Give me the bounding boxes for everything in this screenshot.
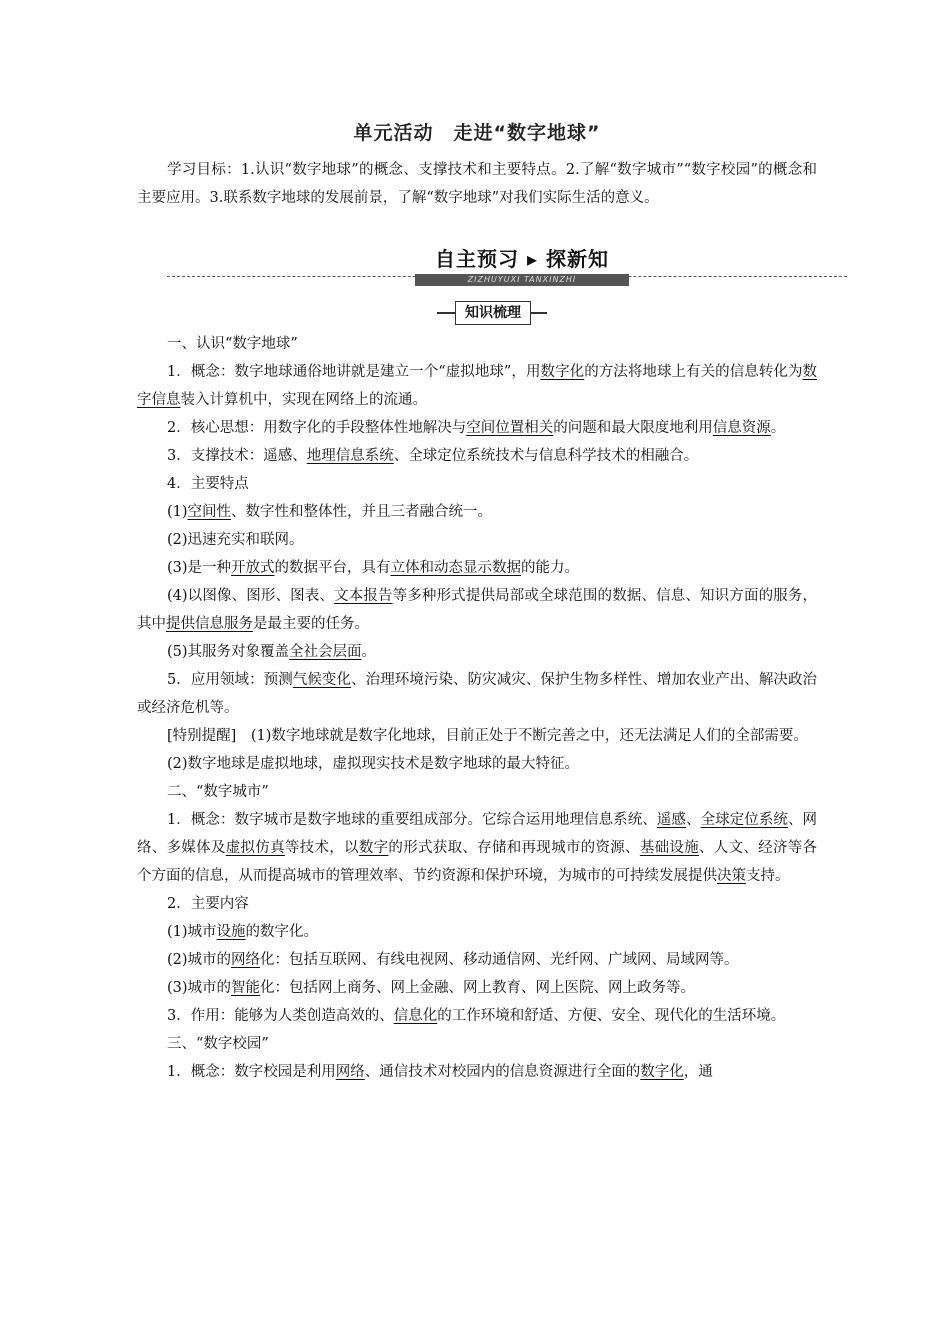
text-run: 、人文、经济等各个方面的信息，从而提高城市的管理效率、节约资源和保护环境，为城市的可持续发展提供 xyxy=(137,840,818,884)
underlined-term: 开放式 xyxy=(231,560,275,576)
underlined-term: 全社会层面 xyxy=(289,644,362,660)
underlined-term: 网络 xyxy=(231,952,261,968)
underlined-term: 数字信息 xyxy=(137,364,817,408)
text-run: 、全球定位系统技术与信息科学技术的相融合。 xyxy=(393,448,699,464)
paragraph xyxy=(137,1002,817,1030)
tag-label: 知识梳理 xyxy=(455,301,531,325)
text-run: 二、“数字城市” xyxy=(167,784,269,800)
text-run: 装入计算机中，实现在网络上的流通。 xyxy=(180,392,427,408)
underlined-term: 智能 xyxy=(231,980,261,996)
text-run: (1)城市 xyxy=(167,924,217,940)
text-run: 、 xyxy=(686,812,701,828)
text-run: (4)以图像、图形、图表、 xyxy=(167,588,335,604)
underlined-term: 全球定位系统 xyxy=(700,812,788,828)
text-run: 1．概念：数字校园是利用 xyxy=(167,1064,336,1080)
text-run: 等多种形式提供局部或全球范围的数据、信息、知识方面的服务，其中 xyxy=(137,588,817,632)
paragraph xyxy=(137,330,817,358)
paragraph xyxy=(137,526,817,554)
text-run: 三、“数字校园” xyxy=(167,1036,269,1052)
text-run: 3．支撑技术：遥感、 xyxy=(167,448,307,464)
text-run: (2)数字地球是虚拟地球，虚拟现实技术是数字地球的最大特征。 xyxy=(167,756,580,772)
text-run: 1．概念：数字地球通俗地讲就是建立一个“虚拟地球”，用 xyxy=(167,364,541,380)
paragraph xyxy=(137,946,817,974)
text-run: ，通 xyxy=(683,1064,713,1080)
underlined-term: 地理信息系统 xyxy=(306,448,394,464)
page-title: 单元活动 走进“数字地球” xyxy=(353,122,601,144)
text-run: (5)其服务对象覆盖 xyxy=(167,644,290,660)
text-run: 的能力。 xyxy=(521,560,580,576)
text-run: (2)迅速充实和联网。 xyxy=(167,532,304,548)
underlined-term: 文本报告 xyxy=(334,588,393,604)
text-run: 支持。 xyxy=(746,868,790,884)
text-run: [特别提醒] (1)数字地球就是数字化地球，目前正处于不断完善之中，还无法满足人们的全部需要。 xyxy=(167,728,808,744)
text-run: 一、认识“数字地球” xyxy=(167,336,298,352)
text-run: (3)是一种 xyxy=(167,560,232,576)
paragraph xyxy=(137,638,817,666)
section-banner xyxy=(167,244,847,284)
underlined-term: 空间位置相关 xyxy=(466,420,554,436)
paragraph xyxy=(137,722,817,750)
underlined-term: 网络 xyxy=(335,1064,365,1080)
text-run: 、数字性和整体性，并且三者融合统一。 xyxy=(231,504,493,520)
text-run: (1) xyxy=(167,504,188,520)
text-run: 。 xyxy=(770,420,786,436)
text-run: 的问题和最大限度地利用 xyxy=(553,420,713,436)
text-run: 、通信技术对校园内的信息资源进行全面的 xyxy=(364,1064,641,1080)
paragraph xyxy=(137,358,817,414)
text-run: 的工作环境和舒适、方便、安全、现代化的生活环境。 xyxy=(437,1008,786,1024)
paragraph xyxy=(137,1030,817,1058)
document-body xyxy=(137,330,817,1086)
underlined-term: 虚拟仿真 xyxy=(225,840,285,856)
text-run: 的数字化。 xyxy=(245,924,319,940)
underlined-term: 数字 xyxy=(358,840,389,856)
underlined-term: 设施 xyxy=(216,924,246,940)
text-run: 、网络、多媒体及 xyxy=(137,812,818,856)
underlined-term: 立体和动态显示数据 xyxy=(390,560,522,576)
text-run: 5．应用领域：预测 xyxy=(167,672,293,688)
underlined-term: 气候变化 xyxy=(292,672,352,688)
text-run: 的方法将地球上有关的信息转化为 xyxy=(584,364,803,380)
text-run: 。 xyxy=(361,644,377,660)
paragraph xyxy=(137,918,817,946)
paragraph xyxy=(137,442,817,470)
underlined-term: 信息资源 xyxy=(712,420,771,436)
paragraph xyxy=(137,750,817,778)
banner-title: 自主预习 ▸ 探新知 xyxy=(435,247,609,271)
underlined-term: 数字化 xyxy=(540,364,585,380)
text-run: 2．核心思想：用数字化的手段整体性地解决与 xyxy=(167,420,467,436)
underlined-term: 空间性 xyxy=(187,504,232,520)
underlined-term: 数字化 xyxy=(640,1064,684,1080)
text-run: 3．作用：能够为人类创造高效的、 xyxy=(167,1008,394,1024)
underlined-term: 决策 xyxy=(717,868,746,884)
text-run: 化：包括互联网、有线电视网、移动通信网、光纤网、广域网、局域网等。 xyxy=(260,952,739,968)
section-tag xyxy=(427,301,557,325)
underlined-term: 提供信息服务 xyxy=(166,616,253,632)
underlined-term: 基础设施 xyxy=(639,840,699,856)
text-run: 的数据平台，具有 xyxy=(274,560,391,576)
paragraph xyxy=(137,890,817,918)
paragraph xyxy=(137,974,817,1002)
text-run: 是最主要的任务。 xyxy=(253,616,369,632)
text-run: 的形式获取、存储和再现城市的资源、 xyxy=(388,840,640,856)
text-run: 1．概念：数字城市是数字地球的重要组成部分。它综合运用地理信息系统、 xyxy=(167,812,657,828)
text-run: 化：包括网上商务、网上金融、网上教育、网上医院、网上政务等。 xyxy=(260,980,696,996)
text-run: (3)城市的 xyxy=(167,980,232,996)
underlined-term: 信息化 xyxy=(393,1008,438,1024)
paragraph xyxy=(137,414,817,442)
paragraph xyxy=(137,778,817,806)
paragraph xyxy=(137,806,817,890)
text-run: 4．主要特点 xyxy=(167,476,249,492)
banner-subtitle: ZIZHUYUXI TANXINZHI xyxy=(415,274,629,286)
paragraph xyxy=(137,470,817,498)
underlined-term: 遥感 xyxy=(656,812,686,828)
text-run: 等技术，以 xyxy=(284,840,359,856)
learning-objectives: 学习目标：1.认识“数字地球”的概念、支撑技术和主要特点。2.了解“数字城市”“数字校园”的概念和主要应用。3.联系数字地球的发展前景，了解“数字地球”对我们实际生活的意义。 xyxy=(137,162,817,206)
text-run: (2)城市的 xyxy=(167,952,232,968)
paragraph xyxy=(137,666,817,722)
text-run: 2．主要内容 xyxy=(167,896,249,912)
text-run: 、治理环境污染、防灾减灾、保护生物多样性、增加农业产出、解决政治或经济危机等。 xyxy=(137,672,818,716)
paragraph xyxy=(137,582,817,638)
paragraph xyxy=(137,554,817,582)
paragraph xyxy=(137,498,817,526)
paragraph xyxy=(137,1058,817,1086)
